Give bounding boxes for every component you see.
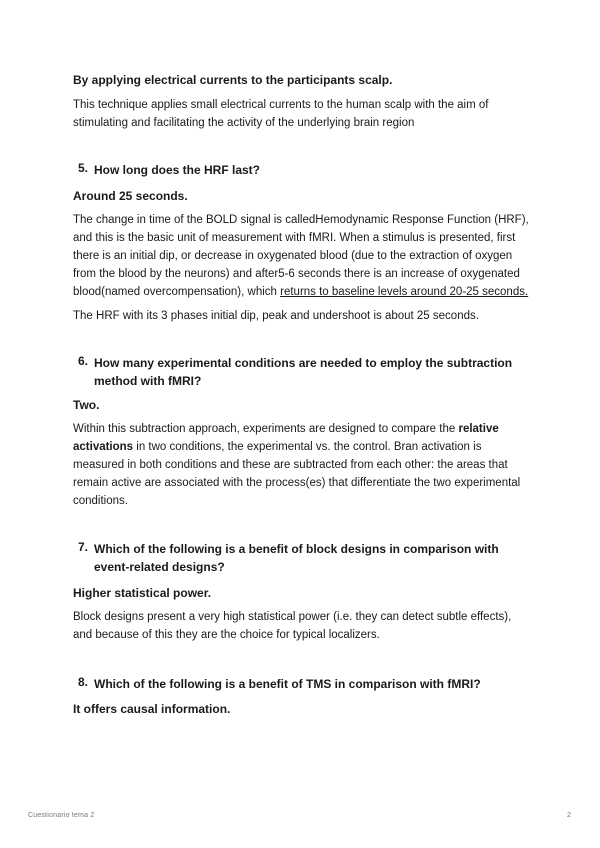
question-text: How many experimental conditions are needed to employ the subtraction method with fMRI? (94, 356, 513, 388)
explanation-6 (73, 420, 533, 510)
footer-document-title: Cuestionario tema 2 (28, 812, 95, 819)
question-number: 6. (78, 354, 89, 368)
explanation-text: Within this subtraction approach, experiments are designed to compare the (73, 423, 459, 435)
question-number: 7. (78, 540, 89, 554)
answer-7: Higher statistical power. (73, 586, 212, 600)
intro-answer: By applying electrical currents to the participants scalp. (73, 73, 393, 87)
question-7 (73, 540, 533, 576)
question-8 (73, 675, 533, 693)
question-number: 5. (78, 161, 89, 175)
question-text: Which of the following is a benefit of block designs in comparison with event-related designs? (94, 542, 499, 574)
explanation-5b: The HRF with its 3 phases initial dip, peak and undershoot is about 25 seconds. (73, 310, 479, 322)
explanation-5 (73, 211, 533, 301)
answer-5: Around 25 seconds. (73, 189, 188, 203)
answer-6: Two. (73, 398, 100, 412)
question-6 (73, 354, 533, 390)
explanation-text: The change in time of the BOLD signal is calledHemodynamic Response Function (HRF), and this is the basic unit of measurement with fMRI. When a stimulus is presented, first there is an initial dip, or decrease in oxygenated blood (due to the extraction of oxygen from the blood by the neurons) and after5-6 seconds there is an increase of oxygenated blood(named overcompensation), which (73, 214, 529, 298)
underlined-text: returns to baseline levels around 20-25 seconds. (280, 286, 529, 298)
answer-8: It offers causal information. (73, 702, 231, 716)
explanation-text: in two conditions, the experimental vs. the control. Bran activation is measured in both conditions and these are subtracted from each other: the areas that remain active are associated with the process(es) that differentiate the two experimental conditions. (73, 441, 521, 507)
footer-page-number: 2 (567, 812, 571, 819)
explanation-7: Block designs present a very high statistical power (i.e. they can detect subtle effects), and because of this they are the choice for typical localizers. (73, 611, 512, 641)
intro-explanation: This technique applies small electrical currents to the human scalp with the aim of stimulating and facilitating the activity of the underlying brain region (73, 99, 489, 129)
question-text: How long does the HRF last? (94, 163, 261, 177)
page-content (73, 71, 533, 718)
question-number: 8. (78, 675, 89, 689)
question-5 (73, 161, 533, 179)
bold-text: relative activations (73, 423, 499, 453)
question-text: Which of the following is a benefit of TMS in comparison with fMRI? (94, 677, 481, 691)
